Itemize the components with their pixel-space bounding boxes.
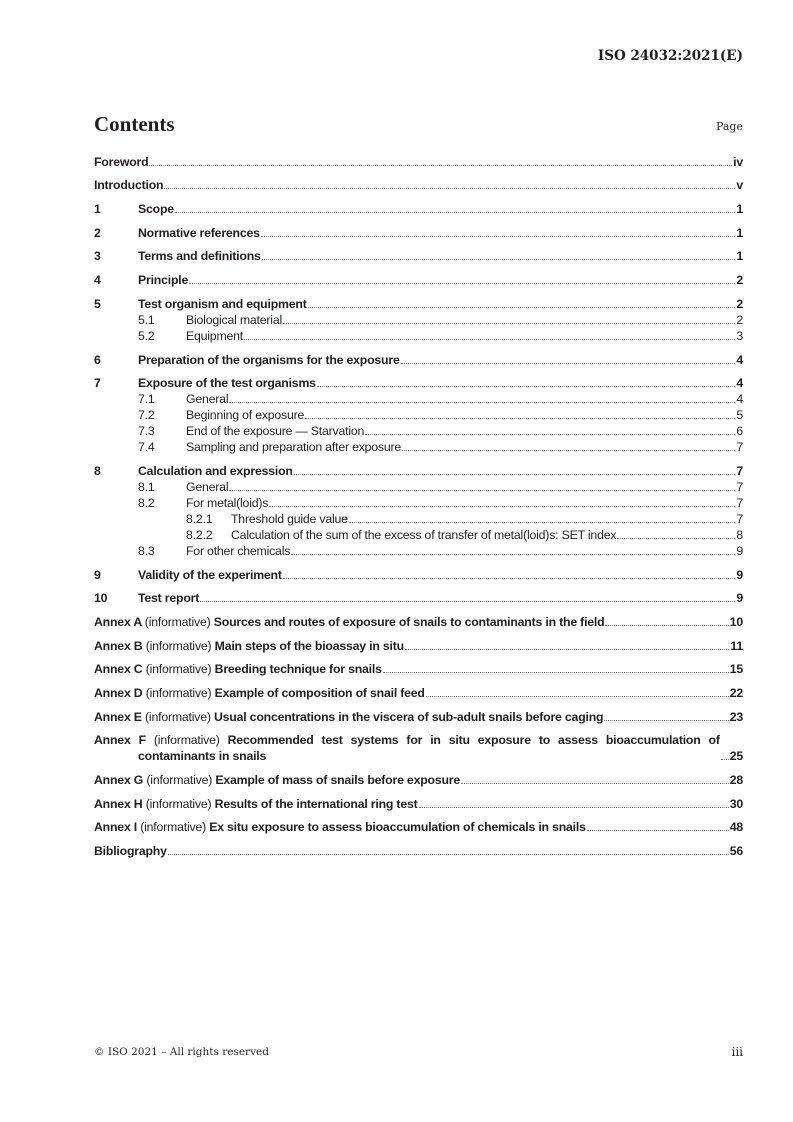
toc-page-number: v: [736, 178, 743, 193]
toc-entry-label: Sampling and preparation after exposure: [186, 440, 402, 455]
section-number: 5: [94, 296, 101, 311]
toc-entry-label: [94, 661, 382, 677]
toc-entry-label: [94, 614, 604, 630]
toc-entry-label: Equipment: [186, 328, 243, 343]
page-column-label: Page: [715, 120, 743, 133]
copyright-footer: © ISO 2021 – All rights reserved: [94, 1046, 269, 1058]
dot-leader: [617, 538, 735, 539]
toc-page-number: 2: [736, 312, 743, 327]
toc-entry[interactable]: [94, 423, 743, 439]
section-number: 8.2.1: [186, 511, 213, 526]
section-number: 3: [94, 249, 101, 264]
toc-entry-label: Principle: [138, 273, 189, 288]
toc-entry[interactable]: [94, 248, 743, 264]
annex-title: Example of composition of snail feed: [214, 686, 425, 700]
toc-entry[interactable]: [94, 328, 743, 344]
toc-entry-label: [94, 796, 418, 812]
toc-entry-label: General: [186, 479, 229, 494]
toc-page-number: 7: [736, 440, 743, 455]
table-of-contents: [94, 146, 743, 859]
document-id-header: ISO 24032:2021(E): [597, 48, 743, 64]
dot-leader: [426, 696, 729, 697]
toc-entry[interactable]: [94, 661, 743, 677]
toc-entry[interactable]: [94, 772, 743, 788]
dot-leader: [401, 363, 736, 364]
annex-informative-note: (informative): [145, 662, 212, 677]
dot-leader: [461, 783, 729, 784]
annex-title: Ex situ exposure to assess bioaccumulation of chemicals in snails: [209, 820, 586, 835]
toc-page-number: 48: [729, 820, 743, 835]
annex-title: Example of mass of snails before exposure: [215, 773, 461, 788]
section-number: 5.1: [138, 312, 155, 327]
toc-entry-label: Preparation of the organisms for the exposure: [138, 352, 400, 367]
toc-entry-label: For other chemicals: [186, 543, 291, 558]
toc-page-number: 4: [736, 392, 743, 407]
toc-page-number: 6: [736, 424, 743, 439]
section-number: 4: [94, 273, 101, 288]
dot-leader: [419, 807, 729, 808]
dot-leader: [405, 649, 729, 650]
toc-entry-label: [94, 732, 720, 764]
dot-leader: [605, 625, 728, 626]
annex-number: Annex I: [94, 820, 138, 835]
toc-entry[interactable]: [94, 796, 743, 812]
toc-entry-label: Terms and definitions: [138, 249, 261, 264]
toc-page-number: 25: [729, 749, 743, 764]
toc-entry-label: Calculation of the sum of the excess of transfer of metal(loid)s: SET index: [231, 527, 617, 542]
toc-page-number: 1: [736, 249, 743, 264]
annex-informative-note: (informative): [145, 709, 211, 724]
section-number: 8.2.2: [186, 527, 213, 542]
section-number: 6: [94, 352, 101, 367]
toc-entry-label: [94, 638, 404, 654]
toc-page-number: 7: [736, 511, 743, 526]
dot-leader: [269, 506, 735, 507]
toc-entry-label: Test report: [138, 591, 200, 606]
section-number: 2: [94, 225, 101, 240]
toc-page-number: 8: [736, 527, 743, 542]
toc-entry-label: Introduction: [94, 178, 164, 193]
toc-entry[interactable]: [94, 614, 743, 630]
section-number: 8.3: [138, 543, 155, 558]
annex-number: Annex D: [94, 686, 143, 700]
toc-entry[interactable]: [94, 685, 743, 701]
dot-leader: [262, 259, 736, 260]
toc-entry[interactable]: [94, 439, 743, 455]
annex-title: Recommended test systems for in situ exposure to assess bioaccumulation of contaminants in snails: [138, 733, 720, 764]
section-number: 5.2: [138, 328, 155, 343]
toc-entry[interactable]: [94, 732, 743, 764]
toc-page-number: 2: [736, 296, 743, 311]
dot-leader: [168, 854, 729, 855]
dot-leader: [587, 830, 729, 831]
toc-entry-label: Bibliography: [94, 844, 167, 859]
toc-page-number: 30: [729, 796, 743, 811]
annex-number: Annex H: [94, 796, 143, 811]
toc-entry-label: For metal(loid)s: [186, 495, 269, 510]
toc-page-number: 4: [736, 376, 743, 391]
dot-leader: [308, 307, 736, 308]
toc-page-number: 3: [736, 328, 743, 343]
dot-leader: [244, 339, 735, 340]
toc-page-number: 22: [729, 686, 743, 700]
annex-informative-note: (informative): [146, 773, 213, 788]
toc-entry[interactable]: [94, 177, 743, 193]
toc-page-number: 4: [736, 352, 743, 367]
annex-informative-note: (informative): [145, 796, 212, 811]
annex-number: Annex G: [94, 773, 144, 788]
toc-entry-label: [94, 685, 425, 701]
toc-entry-label: [94, 819, 586, 835]
page-title: Contents: [94, 112, 175, 136]
toc-entry[interactable]: [94, 590, 743, 606]
toc-page-number: 11: [730, 638, 743, 653]
section-number: 7.1: [138, 392, 155, 407]
toc-entry-label: Calculation and expression: [138, 463, 293, 478]
dot-leader: [164, 188, 735, 189]
toc-entry[interactable]: [94, 479, 743, 495]
dot-leader: [604, 720, 728, 721]
toc-entry[interactable]: [94, 843, 743, 859]
section-number: 8: [94, 463, 101, 478]
toc-page-number: 23: [729, 709, 743, 724]
annex-number: Annex B: [94, 638, 143, 653]
toc-entry[interactable]: [94, 511, 743, 527]
annex-informative-note: (informative): [140, 820, 206, 835]
dot-leader: [294, 474, 736, 475]
toc-entry-label: [94, 709, 603, 725]
annex-title: Results of the international ring test: [214, 796, 418, 811]
toc-page-number: 1: [736, 225, 743, 240]
annex-number: Annex E: [94, 709, 142, 724]
toc-page-number: 9: [736, 567, 743, 582]
page-number: iii: [731, 1045, 743, 1059]
toc-entry[interactable]: [94, 495, 743, 511]
dot-leader: [229, 490, 735, 491]
section-number: 8.2: [138, 495, 155, 510]
toc-entry[interactable]: [94, 527, 743, 543]
toc-page-number: 9: [736, 591, 743, 606]
dot-leader: [261, 236, 736, 237]
toc-entry-label: Beginning of exposure: [186, 408, 305, 423]
dot-leader: [365, 434, 735, 435]
toc-entry[interactable]: [94, 709, 743, 725]
toc-entry[interactable]: [94, 225, 743, 241]
section-number: 7.3: [138, 424, 155, 439]
dot-leader: [383, 672, 729, 673]
toc-entry[interactable]: [94, 312, 743, 328]
dot-leader: [305, 418, 735, 419]
toc-page-number: 9: [736, 543, 743, 558]
toc-page-number: 7: [736, 495, 743, 510]
toc-entry-label: Biological material: [186, 312, 282, 327]
annex-title: Main steps of the bioassay in situ: [214, 638, 404, 653]
annex-informative-note: (informative): [145, 638, 212, 653]
dot-leader: [149, 165, 732, 166]
dot-leader: [721, 759, 729, 760]
toc-entry-label: Validity of the experiment: [138, 567, 282, 582]
toc-page-number: 15: [729, 662, 743, 677]
annex-informative-note: (informative): [145, 686, 212, 700]
toc-entry[interactable]: [94, 352, 743, 368]
section-number: 7: [94, 376, 101, 391]
dot-leader: [317, 386, 736, 387]
toc-page-number: 1: [736, 202, 743, 217]
dot-leader: [229, 402, 735, 403]
toc-entry[interactable]: [94, 407, 743, 423]
toc-page-number: 28: [729, 773, 743, 788]
dot-leader: [349, 522, 736, 523]
annex-title: Breeding technique for snails: [214, 662, 382, 677]
toc-entry-label: End of the exposure — Starvation: [186, 424, 365, 439]
toc-entry-label: [94, 772, 460, 788]
toc-entry[interactable]: [94, 567, 743, 583]
toc-entry[interactable]: [94, 272, 743, 288]
toc-entry[interactable]: [94, 375, 743, 391]
section-number: 7.4: [138, 440, 155, 455]
toc-entry-label: Foreword: [94, 154, 149, 169]
toc-entry[interactable]: [94, 463, 743, 479]
section-number: 8.1: [138, 479, 155, 494]
section-number: 7.2: [138, 408, 155, 423]
annex-number: Annex F: [94, 733, 146, 748]
toc-page-number: 2: [736, 273, 743, 288]
section-number: 1: [94, 202, 101, 217]
annex-number: Annex A: [94, 614, 142, 629]
section-number: 10: [94, 591, 108, 606]
dot-leader: [291, 554, 735, 555]
toc-entry[interactable]: [94, 154, 743, 170]
dot-leader: [189, 283, 735, 284]
toc-page-number: 7: [736, 479, 743, 494]
dot-leader: [402, 450, 735, 451]
toc-entry-label: Test organism and equipment: [138, 296, 307, 311]
toc-entry-label: Normative references: [138, 225, 260, 240]
dot-leader: [200, 601, 735, 602]
dot-leader: [283, 578, 736, 579]
toc-page-number: 56: [729, 844, 743, 859]
toc-page-number: 7: [736, 463, 743, 478]
toc-entry[interactable]: [94, 819, 743, 835]
toc-entry-label: Exposure of the test organisms: [138, 376, 316, 391]
dot-leader: [283, 323, 735, 324]
annex-informative-note: (informative): [153, 733, 220, 748]
toc-entry[interactable]: [94, 543, 743, 559]
toc-entry[interactable]: [94, 296, 743, 312]
toc-page-number: 10: [729, 614, 743, 629]
toc-entry-label: General: [186, 392, 229, 407]
toc-entry-label: Threshold guide value: [231, 511, 348, 526]
dot-leader: [175, 212, 735, 213]
annex-informative-note: (informative): [144, 614, 211, 629]
toc-entry[interactable]: [94, 638, 743, 654]
toc-entry[interactable]: [94, 201, 743, 217]
toc-entry[interactable]: [94, 391, 743, 407]
toc-entry-label: Scope: [138, 202, 174, 217]
annex-title: Sources and routes of exposure of snails to contaminants in the field: [213, 614, 605, 629]
annex-title: Usual concentrations in the viscera of sub-adult snails before caging: [213, 709, 604, 724]
section-number: 9: [94, 567, 101, 582]
toc-page-number: iv: [733, 154, 743, 169]
annex-number: Annex C: [94, 662, 143, 677]
toc-page-number: 5: [736, 408, 743, 423]
